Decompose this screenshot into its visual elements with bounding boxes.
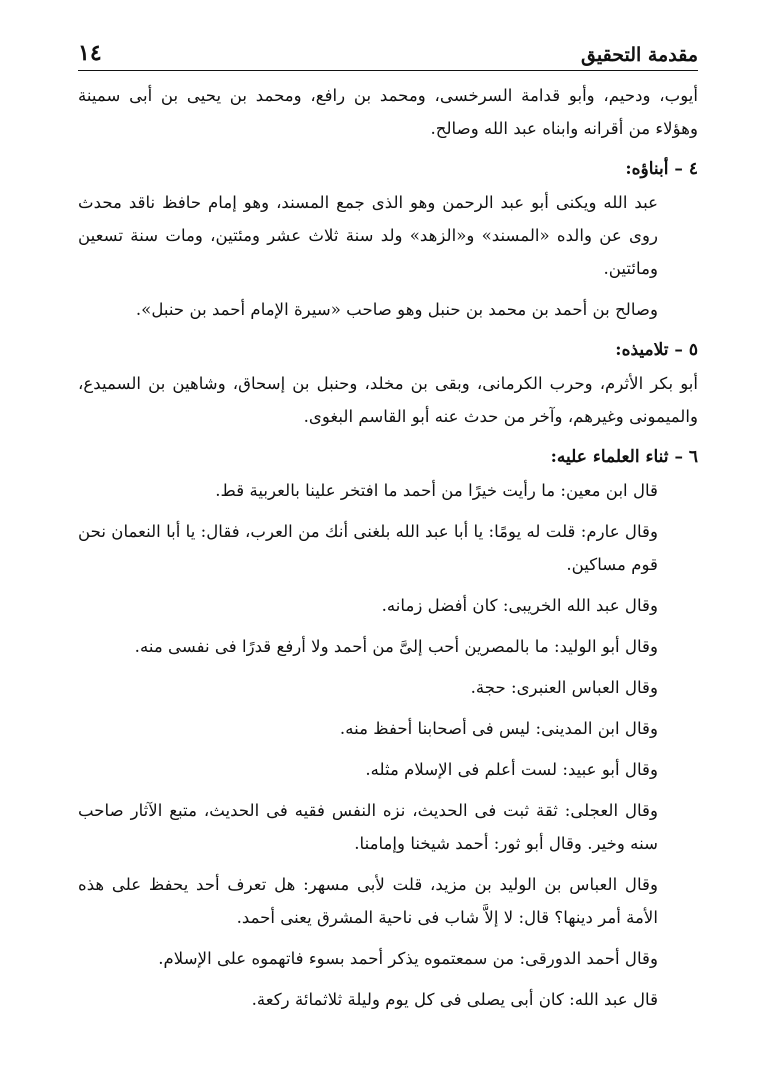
book-page (78, 36, 698, 1016)
paragraph: وقال العباس العنبرى: حجة. (470, 678, 658, 697)
page-number: ١٤ (78, 40, 102, 66)
paragraph: أبو بكر الأثرم، وحرب الكرمانى، وبقى بن مخلد، وحنبل بن إسحاق، وشاهين بن السميدع، والميمونى وغيرهم، وآخر من حدث عنه أبو القاسم البغوى. (78, 374, 698, 426)
section-heading: ٥ – تلاميذه: (615, 340, 698, 360)
paragraph: وقال أحمد الدورقى: من سمعتموه يذكر أحمد بسوء فاتهموه على الإسلام. (158, 949, 658, 968)
paragraph: وقال عبد الله الخريبى: كان أفضل زمانه. (381, 596, 658, 615)
paragraph: أيوب، ودحيم، وأبو قدامة السرخسى، ومحمد بن رافع، ومحمد بن يحيى بن أبى سمينة وهؤلاء من أقرانه وابناه عبد الله وصالح. (78, 86, 698, 138)
page-header (78, 36, 698, 71)
section-heading: ٤ – أبناؤه: (625, 159, 698, 179)
paragraph: وقال العجلى: ثقة ثبت فى الحديث، نزه النفس فقيه فى الحديث، متبع الآثار صاحب سنه وخير. وقال أبو ثور: أحمد شيخنا وإمامنا. (78, 801, 658, 853)
paragraph: وصالح بن أحمد بن محمد بن حنبل وهو صاحب «سيرة الإمام أحمد بن حنبل». (135, 300, 658, 319)
paragraph: قال ابن معين: ما رأيت خيرًا من أحمد ما افتخر علينا بالعربية قط. (215, 481, 658, 500)
paragraph: وقال عارم: قلت له يومًا: يا أبا عبد الله بلغنى أنك من العرب، فقال: يا أبا النعمان نحن قوم مساكين. (78, 522, 658, 574)
paragraph: وقال ابن المدينى: ليس فى أصحابنا أحفظ منه. (339, 719, 658, 738)
running-title: مقدمة التحقيق (581, 44, 698, 66)
paragraph: قال عبد الله: كان أبى يصلى فى كل يوم وليلة ثلاثمائة ركعة. (251, 990, 658, 1009)
page-body (78, 79, 698, 1016)
paragraph: عبد الله ويكنى أبو عبد الرحمن وهو الذى جمع المسند، وهو إمام حافظ ناقد محدث روى عن والده «المسند» و«الزهد» ولد سنة ثلاث عشر ومئتين، ومات سنة تسعين ومائتين. (78, 193, 658, 278)
paragraph: وقال العباس بن الوليد بن مزيد، قلت لأبى مسهر: هل تعرف أحد يحفظ على هذه الأمة أمر دينها؟ قال: لا إلاَّ شاب فى ناحية المشرق يعنى أحمد. (78, 875, 658, 927)
paragraph: وقال أبو عبيد: لست أعلم فى الإسلام مثله. (365, 760, 658, 779)
paragraph: وقال أبو الوليد: ما بالمصرين أحب إلىَّ من أحمد ولا أرفع قدرًا فى نفسى منه. (134, 637, 658, 656)
section-heading: ٦ – ثناء العلماء عليه: (550, 447, 698, 467)
